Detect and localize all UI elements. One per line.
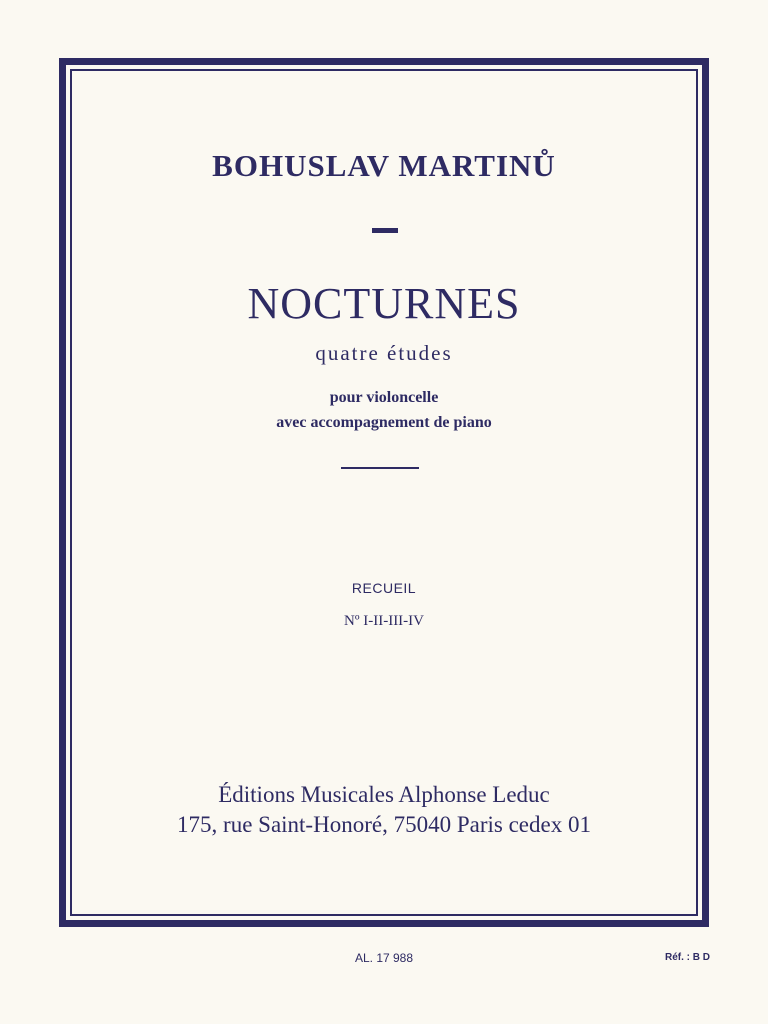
instrumentation-line-1: pour violoncelle (329, 389, 439, 406)
work-title: NOCTURNES (247, 279, 521, 328)
collection-label: RECUEIL (351, 580, 417, 596)
work-subtitle: quatre études (315, 341, 453, 365)
divider-rule (341, 467, 419, 469)
publisher-address: 175, rue Saint-Honoré, 75040 Paris cedex 01 (177, 812, 591, 837)
publisher-name: Éditions Musicales Alphonse Leduc (218, 782, 550, 807)
catalog-number: AL. 17 988 (354, 951, 414, 965)
instrumentation-line-2: avec accompagnement de piano (276, 414, 492, 431)
composer-name: BOHUSLAV MARTINŮ (212, 148, 556, 183)
collection-numbers: Nº I-II-III-IV (343, 613, 425, 629)
reference-code: Réf. : B D (665, 952, 710, 963)
separator-dash (372, 228, 398, 233)
